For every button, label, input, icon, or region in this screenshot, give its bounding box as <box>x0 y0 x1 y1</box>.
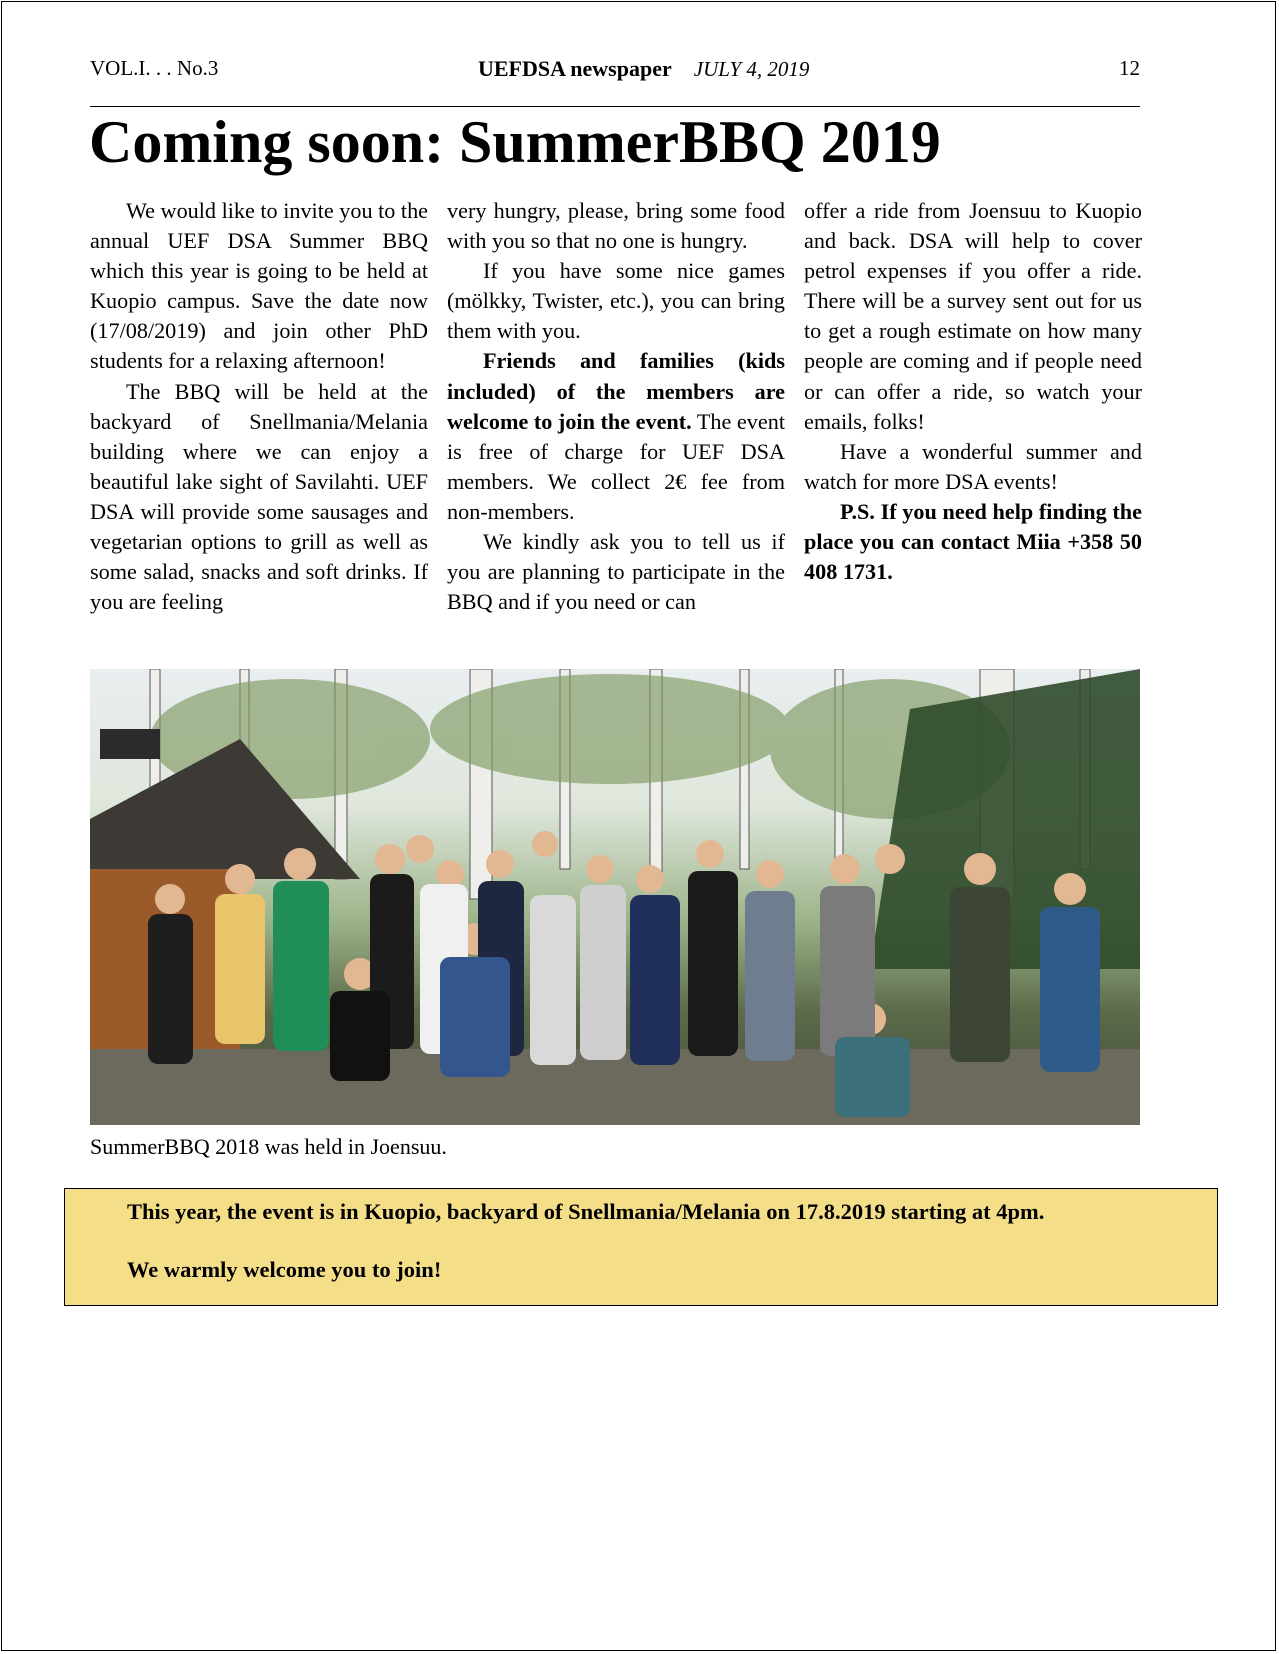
notice-line-1: This year, the event is in Kuopio, backyard of Snellmania/Melania on 17.8.2019 starting at 4pm. <box>127 1199 1045 1224</box>
paragraph: If you have some nice games (mölkky, Twister, etc.), you can bring them with you. <box>447 258 785 344</box>
article-column-1 <box>90 196 428 617</box>
photo-caption: SummerBBQ 2018 was held in Joensuu. <box>90 1134 447 1159</box>
volume-number: VOL.I. . . No.3 <box>90 56 219 80</box>
paper-name: UEFDSA newspaper <box>478 56 672 81</box>
group-photo <box>90 669 1140 1125</box>
paragraph: The BBQ will be held at the backyard of Snellmania/Melania building where we can enjoy a beautiful lake sight of Savilahti. UEF DSA will provide some sausages and vegetarian options to grill as well as some salad, snacks and soft drinks. If you are feeling <box>90 378 428 615</box>
bold-text: Friends and families (kids included) of the members are welcome to join the event. <box>447 348 785 434</box>
paragraph: Have a wonderful summer and watch for more DSA events! <box>804 438 1142 494</box>
header-rule <box>90 106 1140 107</box>
paragraph: We would like to invite you to the annual UEF DSA Summer BBQ which this year is going to be held at Kuopio campus. Save the date now (17/08/2019) and join other PhD students for a relaxing afternoon! <box>90 198 429 374</box>
article-headline: Coming soon: SummerBBQ 2019 <box>89 109 941 175</box>
contact-paragraph: P.S. If you need help finding the place you can contact Miia +358 50 408 1731. <box>804 498 1142 585</box>
page-number: 12 <box>1119 56 1140 80</box>
running-header <box>90 56 1140 86</box>
article-column-2 <box>447 196 785 617</box>
article-column-3 <box>804 196 1142 587</box>
issue-date: JULY 4, 2019 <box>693 57 810 81</box>
paragraph: very hungry, please, bring some food with you so that no one is hungry. <box>447 198 785 254</box>
paragraph: offer a ride from Joensuu to Kuopio and back. DSA will help to cover petrol expenses if you offer a ride. There will be a survey sent out for us to get a rough estimate on how many people are coming and if people need or can offer a ride, so watch your emails, folks! <box>804 198 1142 434</box>
group-photo-illustration <box>90 669 1140 1125</box>
paragraph-text: The event is free of charge for UEF DSA members. We collect 2€ fee from non-members. <box>447 408 785 524</box>
paragraph: We kindly ask you to tell us if you are planning to participate in the BBQ and if you need or can <box>447 529 785 615</box>
paragraph <box>447 346 785 527</box>
notice-line-2: We warmly welcome you to join! <box>127 1257 442 1282</box>
masthead <box>478 56 809 82</box>
event-notice-box <box>64 1188 1218 1306</box>
